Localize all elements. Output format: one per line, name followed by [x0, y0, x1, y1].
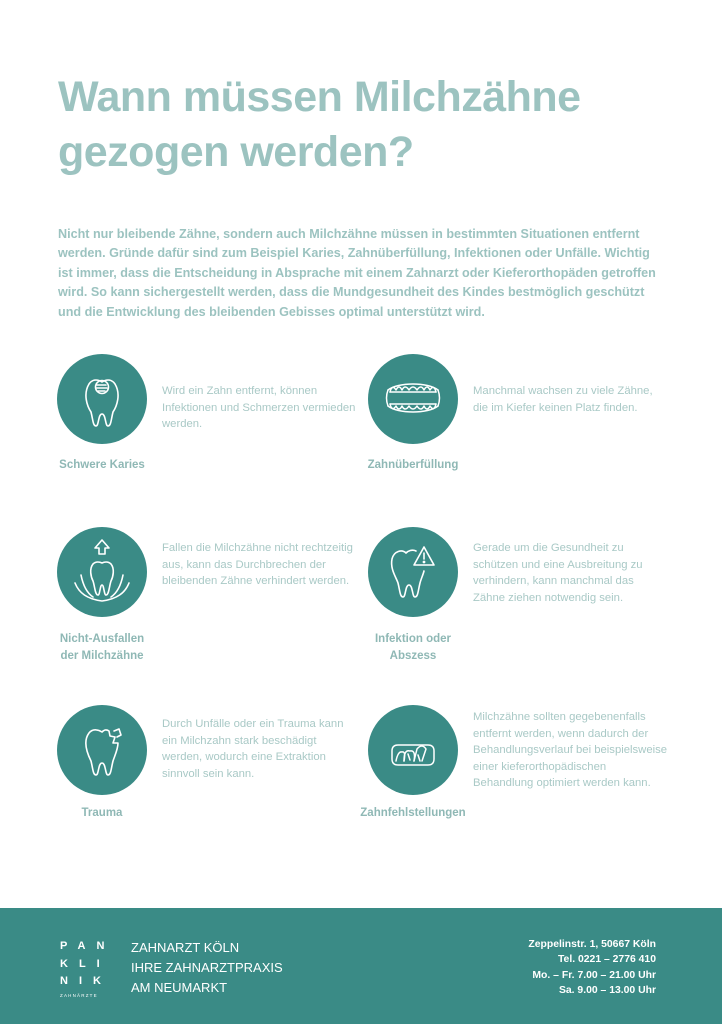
logo — [60, 938, 116, 998]
item-text-retention: Fallen die Milchzähne nicht rechtzeitig aus, kann das Durchbrechen der bleibenden Zähne verhindert werden. — [162, 542, 353, 588]
item-label-infection: Infektion oder Abszess — [374, 633, 452, 662]
logo-row-2: KLI — [60, 957, 111, 970]
title-line-2: gezogen werden? — [58, 128, 414, 176]
broken-tooth-icon — [57, 705, 147, 795]
item-text-infection: Gerade um die Gesundheit zu schützen und eine Ausbreitung zu verhindern, kann manchmal das Zähne ziehen notwendig sein. — [473, 542, 643, 604]
hours-weekdays: Mo. – Fr. 7.00 – 21.00 Uhr — [532, 969, 656, 981]
item-text-malocclusion: Milchzähne sollten gegebenenfalls entfernt werden, wenn dadurch der Behandlungsverlauf bei beispielsweise einer kieferorthopädischen Behandlung optimiert werden kann. — [473, 711, 668, 790]
tooth-warning-icon — [368, 527, 458, 617]
address: Zeppelinstr. 1, 50667 Köln — [528, 939, 656, 950]
intro-paragraph: Nicht nur bleibende Zähne, sondern auch Milchzähne müssen in bestimmten Situationen entfernt werden. Gründe dafür sind zum Beispiel Karies, Zahnüberfüllung, Infektionen oder Unfälle. Wichtig ist immer, dass die Entscheidung in Absprache mit einem Zahnarzt oder Kieferorthopäden getroffen wird. So kann sichergestellt werden, dass die Mundgesundheit des Kindes bestmöglich geschützt und die Entwicklung des bleibenden Gebisses optimal unterstützt wird. — [58, 227, 656, 319]
item-text-caries: Wird ein Zahn entfernt, können Infektionen und Schmerzen vermieden werden. — [162, 385, 356, 431]
title-line-1: Wann müssen Milchzähne — [58, 73, 581, 121]
footer-line-2: IHRE ZAHNARZTPRAXIS — [131, 960, 283, 975]
page-title — [58, 70, 678, 180]
tooth-eruption-icon — [57, 527, 147, 617]
teeth-set-icon — [368, 354, 458, 444]
footer-line-3: AM NEUMARKT — [131, 980, 228, 995]
item-text-crowding: Manchmal wachsen zu viele Zähne, die im Kiefer keinen Platz finden. — [473, 385, 653, 414]
item-label-retention: Nicht-Ausfallen der Milchzähne — [59, 633, 145, 662]
misaligned-teeth-icon — [368, 705, 458, 795]
item-label-trauma: Trauma — [81, 807, 123, 819]
item-text-trauma: Durch Unfälle oder ein Trauma kann ein Milchzahn stark beschädigt werden, wodurch eine Extraktion sinnvoll sein kann. — [162, 718, 344, 780]
item-label-crowding: Zahnüberfüllung — [367, 459, 459, 471]
item-label-caries: Schwere Karies — [59, 459, 145, 471]
item-label-malocclusion: Zahnfehlstellungen — [360, 807, 466, 819]
tooth-caries-icon — [57, 354, 147, 444]
hours-saturday: Sa. 9.00 – 13.00 Uhr — [558, 985, 656, 997]
logo-row-3: NIK — [60, 975, 112, 987]
logo-row-1: PAN — [60, 940, 116, 952]
footer — [0, 908, 722, 1024]
phone[interactable]: Tel. 0221 – 2776 410 — [557, 954, 656, 966]
logo-subtitle: ZAHNÄRZTE — [60, 992, 98, 998]
contact-info — [528, 937, 656, 999]
footer-line-1: ZAHNARZT KÖLN — [131, 940, 240, 955]
